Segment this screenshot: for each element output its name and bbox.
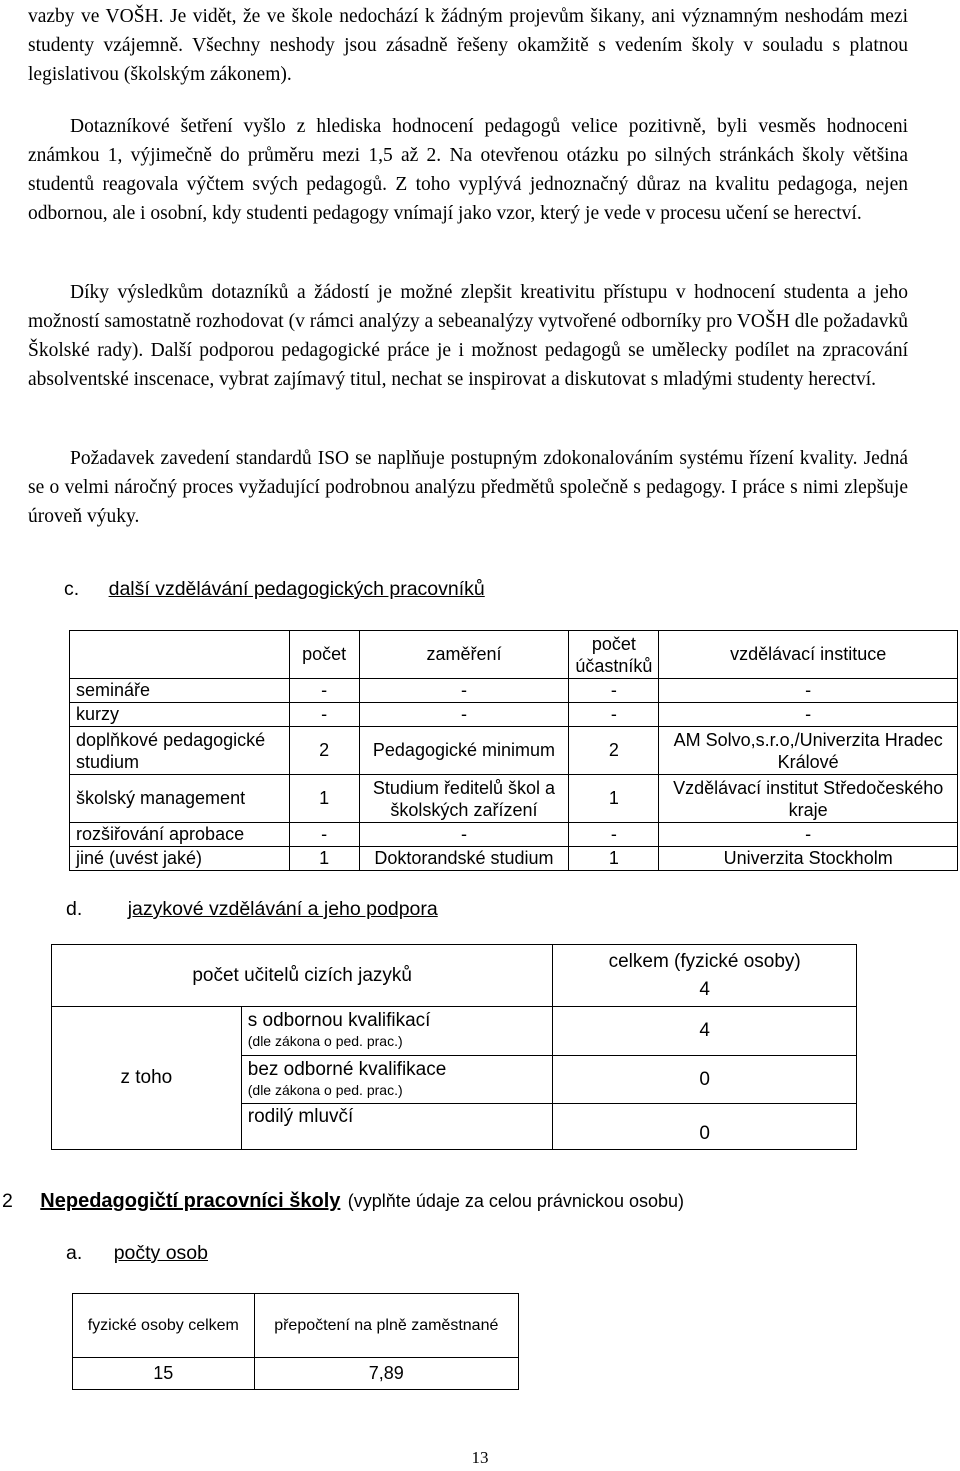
cell: -	[569, 823, 659, 847]
section-2-subtitle: (vyplňte údaje za celou právnickou osobu)	[347, 1191, 684, 1211]
paragraph-4: Požadavek zavedení standardů ISO se naplňuje postupným zdokonalováním systému řízení kvality. Jedná se o velmi náročný proces vyžadující podrobnou analýzu předmětů společně s pedagogy. I práce s nimi zlepšuje úroveň výuky.	[28, 448, 908, 527]
row-label: semináře	[70, 679, 290, 703]
language-table	[51, 944, 857, 1150]
row-label: rodilý mluvčí	[241, 1104, 553, 1150]
row-note: (dle zákona o ped. prac.)	[247, 1033, 403, 1049]
cell: 2	[289, 727, 359, 775]
table-row	[70, 823, 958, 847]
cell: 1	[569, 775, 659, 823]
header-empty	[70, 631, 290, 679]
cell: Pedagogické minimum	[359, 727, 569, 775]
table-row	[70, 703, 958, 727]
cell: Studium ředitelů škol a školských zařízení	[359, 775, 569, 823]
cell: 1	[569, 847, 659, 871]
cell: -	[289, 703, 359, 727]
header-cell: přepočtení na plně zaměstnané	[254, 1294, 518, 1358]
header-cell: počet	[289, 631, 359, 679]
cell: -	[289, 823, 359, 847]
cell: Vzdělávací institut Středočeského kraje	[659, 775, 958, 823]
section-a-heading	[66, 1242, 208, 1265]
language-teachers-header: počet učitelů cizích jazyků	[52, 945, 553, 1007]
cell: Doktorandské studium	[359, 847, 569, 871]
language-row	[52, 1007, 857, 1056]
table-row	[70, 679, 958, 703]
cell: -	[359, 679, 569, 703]
table-header-row	[70, 631, 958, 679]
cell: -	[569, 679, 659, 703]
section-2-number: 2	[2, 1190, 13, 1212]
section-2-title: Nepedagogičtí pracovníci školy	[40, 1190, 341, 1212]
cell: 2	[569, 727, 659, 775]
row-value: 4	[553, 1007, 857, 1056]
row-value: 0	[553, 1104, 857, 1150]
section-d-letter: d.	[66, 898, 83, 920]
section-c-title: další vzdělávání pedagogických pracovníků	[108, 578, 485, 600]
header-cell: počet účastníků	[569, 631, 659, 679]
language-row-label-cell	[241, 1007, 553, 1056]
cell: -	[659, 703, 958, 727]
training-table	[69, 630, 958, 871]
table-row	[70, 727, 958, 775]
staff-count-table	[72, 1293, 519, 1390]
section-c-letter: c.	[64, 578, 80, 600]
physical-persons-value: 15	[73, 1358, 255, 1390]
row-label: s odbornou kvalifikací	[247, 1010, 431, 1031]
cell: Univerzita Stockholm	[659, 847, 958, 871]
row-value: 0	[553, 1056, 857, 1104]
section-c-heading	[64, 578, 485, 601]
staff-header-row	[73, 1294, 519, 1358]
page-number: 13	[471, 1448, 489, 1467]
header-cell: vzdělávací instituce	[659, 631, 958, 679]
z-toho-label: z toho	[52, 1007, 242, 1150]
paragraph-3: Díky výsledkům dotazníků a žádostí je možné zlepšit kreativitu přístupu v hodnocení studenta a jeho možností samostatně rozhodovat (v rámci analýzy a sebeanalýzy vytvořené odborníky pro VOŠH dle požadavků Školské rady). Další podporou pedagogické práce je i možnost pedagogů se umělecky podílet na zpracování absolventské inscenace, vybrat zajímavý titul, nechat se inspirovat a diskutovat s mladými studenty herectví.	[28, 282, 908, 390]
total-value: 4	[699, 978, 710, 1000]
cell: -	[659, 679, 958, 703]
table-row	[70, 775, 958, 823]
header-cell: zaměření	[359, 631, 569, 679]
cell: -	[569, 703, 659, 727]
paragraph-2: Dotazníkové šetření vyšlo z hlediska hodnocení pedagogů velice pozitivně, byli vesměs hodnoceni známkou 1, výjimečně do průměru mezi 1,5 až 2. Na otevřenou otázku po silných stránkách školy většina studentů reagovala výčtem svých pedagogů. Z toho vyplývá jednoznačný důraz na kvalitu pedagoga, nejen odbornou, ale i osobní, kdy studenti pedagogy vnímají jako vzor, který je vede v procesu učení se herectví.	[28, 116, 908, 224]
cell: -	[359, 823, 569, 847]
header-cell: fyzické osoby celkem	[73, 1294, 255, 1358]
section-2-heading	[2, 1190, 684, 1213]
section-d-heading	[66, 898, 438, 921]
cell: -	[289, 679, 359, 703]
cell: 1	[289, 847, 359, 871]
row-label: rozšiřování aprobace	[70, 823, 290, 847]
language-header-row	[52, 945, 857, 1007]
cell: AM Solvo,s.r.o,/Univerzita Hradec Králové	[659, 727, 958, 775]
cell: 1	[289, 775, 359, 823]
section-a-letter: a.	[66, 1242, 83, 1264]
row-label: doplňkové pedagogické studium	[70, 727, 290, 775]
staff-values-row	[73, 1358, 519, 1390]
cell: -	[359, 703, 569, 727]
table-row	[70, 847, 958, 871]
row-label: bez odborné kvalifikace	[247, 1058, 447, 1080]
row-note: (dle zákona o ped. prac.)	[247, 1081, 403, 1098]
row-label: jiné (uvést jaké)	[70, 847, 290, 871]
cell: -	[659, 823, 958, 847]
section-a-title: počty osob	[113, 1242, 208, 1264]
paragraph-1: vazby ve VOŠH. Je vidět, že ve škole nedochází k žádným projevům šikany, ani významným neshodám mezi studenty vzájemně. Všechny neshody jsou zásadně řešeny okamžitě s vedením školy v souladu s platnou legislativou (školským zákonem).	[28, 6, 908, 85]
row-label: kurzy	[70, 703, 290, 727]
row-label: školský management	[70, 775, 290, 823]
total-label: celkem (fyzické osoby)	[608, 950, 801, 972]
total-cell	[553, 945, 857, 1007]
fte-value: 7,89	[254, 1358, 518, 1390]
section-d-title: jazykové vzdělávání a jeho podpora	[127, 898, 438, 920]
language-row-label-cell	[241, 1056, 553, 1104]
